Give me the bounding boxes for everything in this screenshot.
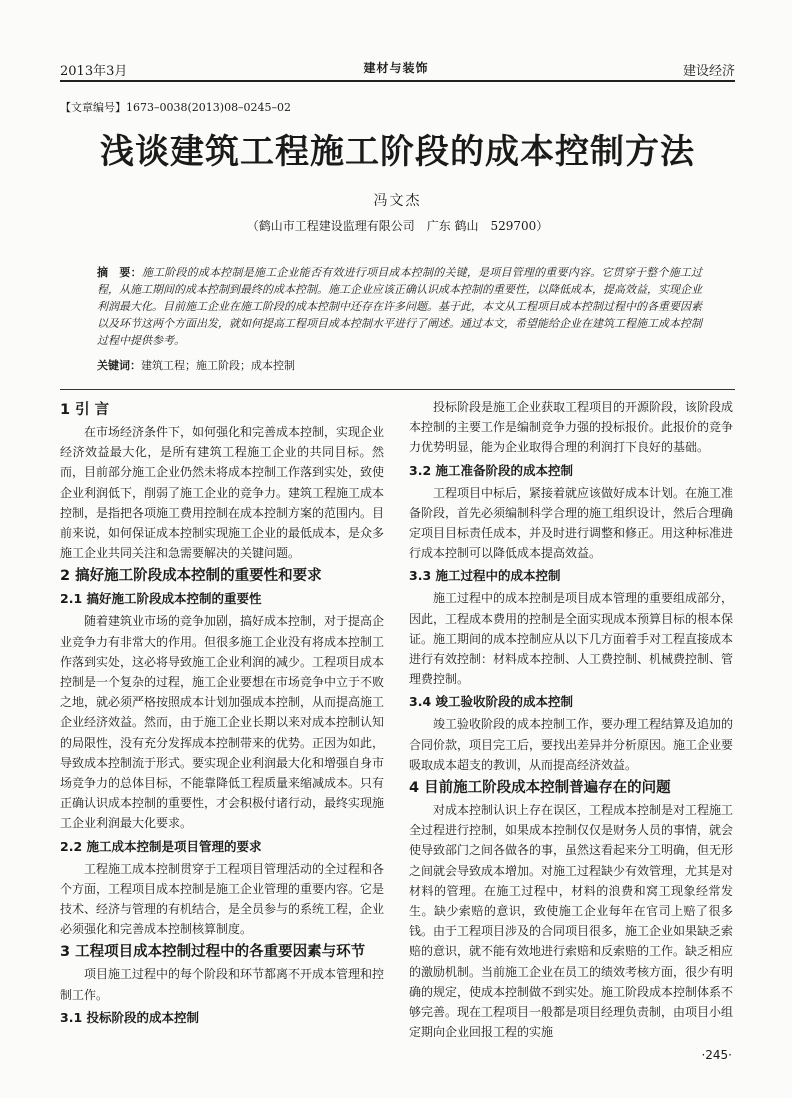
section-3-3-heading: 3.3 施工过程中的成本控制 xyxy=(409,568,561,584)
left-column xyxy=(60,397,384,1030)
abstract-label: 摘 要： xyxy=(97,266,142,279)
header-journal: 建材与装饰 xyxy=(363,61,429,75)
section-2-heading: 2 搞好施工阶段成本控制的重要性和要求 xyxy=(60,568,322,585)
section-1-heading: 1 引 言 xyxy=(60,402,110,418)
right-column xyxy=(409,397,733,1042)
author: 冯文杰 xyxy=(373,193,422,209)
article-number: 【文章编号】1673–0038(2013)08–0245–02 xyxy=(60,101,292,114)
section-3-heading: 3 工程项目成本控制过程中的各重要因素与环节 xyxy=(60,944,366,961)
section-4-paragraph: 对成本控制认识上存在误区，工程成本控制是对工程施工全过程进行控制，如果成本控制仅仅是财务人员的事情，就会使导致部门之间各做各的事，虽然这看起来分工明确，但无形之间就会导致成本增加。对施工过程缺少有效管理，尤其是对材料的管理。在施工过程中，材料的浪费和窝工现象经常发生。缺少索赔的意识，致使施工企业每年在官司上赔了很多钱。由于工程项目涉及的合同项目很多，施工企业如果缺乏索赔的意识，就不能有效地进行索赔和反索赔的工作。缺乏相应的激励机制。当前施工企业在员工的绩效考核方面，很少有明确的规定，使成本控制做不到实处。施工阶段成本控制体系不够完善。现在工程项目一般都是项目经理负责制，由项目小组定期向企业回报工程的实施 xyxy=(409,803,734,1040)
section-1-paragraph: 在市场经济条件下，如何强化和完善成本控制，实现企业经济效益最大化，是所有建筑工程施工企业的共同目标。然而，目前部分施工企业仍然未将成本控制工作落到实处，致使企业利润低下，削弱了施工企业的竞争力。建筑工程施工成本控制，是指把各项施工费用控制在成本控制方案的范围内。目前来说，如何保证成本控制实现施工企业的最低成本，是众多施工企业共同关注和急需要解决的关键问题。 xyxy=(60,425,385,561)
section-3-2-paragraph: 工程项目中标后，紧接着就应该做好成本计划。在施工准备阶段，首先必须编制科学合理的施工组织设计，然后合理确定项目目标责任成本，并及时进行调整和修正。用这种标准进行成本控制可以降低成本提高效益。 xyxy=(409,485,734,561)
section-3-1-heading: 3.1 投标阶段的成本控制 xyxy=(60,1009,199,1025)
divider-rule xyxy=(60,389,735,390)
section-3-4-paragraph: 竣工验收阶段的成本控制工作，要办理工程结算及追加的合同价款，项目完工后，要找出差异并分析原因。施工企业要吸取成本超支的教训，从而提高经济效益。 xyxy=(409,717,734,772)
section-3-paragraph: 项目施工过程中的每个阶段和环节都离不开成本管理和控制工作。 xyxy=(60,967,385,1002)
section-2-1-heading: 2.1 搞好施工阶段成本控制的重要性 xyxy=(60,591,262,607)
section-2-2-heading: 2.2 施工成本控制是项目管理的要求 xyxy=(60,838,262,854)
paper-title: 浅谈建筑工程施工阶段的成本控制方法 xyxy=(100,132,695,172)
section-3-3-paragraph: 施工过程中的成本控制是项目成本管理的重要组成部分，因此，工程成本费用的控制是全面实现成本预算目标的根本保证。施工期间的成本控制应从以下几方面着手对工程直接成本进行有效控制：材料成本控制、人工费控制、机械费控制、管理费控制。 xyxy=(409,591,734,687)
keywords-label: 关键词： xyxy=(97,359,141,372)
running-header xyxy=(60,58,735,82)
keywords xyxy=(97,357,702,373)
abstract xyxy=(97,264,702,349)
page-number: ·245· xyxy=(701,1048,732,1062)
section-4-heading: 4 目前施工阶段成本控制普遍存在的问题 xyxy=(409,780,671,797)
section-2-2-paragraph: 工程施工成本控制贯穿于工程项目管理活动的全过程和各个方面，工程项目成本控制是施工企业管理的重要内容。它是技术、经济与管理的有机结合，是全员参与的系统工程，企业必须强化和完善成本控制核算制度。 xyxy=(60,861,385,937)
section-3-1-paragraph: 投标阶段是施工企业获取工程项目的开源阶段，该阶段成本控制的主要工作是编制竞争力强的投标报价。此报价的竞争力优势明显，能为企业取得合理的利润打下良好的基础。 xyxy=(409,400,734,455)
keywords-text: 建筑工程；施工阶段；成本控制 xyxy=(141,359,295,372)
section-3-4-heading: 3.4 竣工验收阶段的成本控制 xyxy=(409,694,573,710)
abstract-text: 施工阶段的成本控制是施工企业能否有效进行项目成本控制的关键，是项目管理的重要内容。它贯穿于整个施工过程，从施工期间的成本控制到最终的成本控制。施工企业应该正确认识成本控制的重要性，以降低成本，提高效益，实现企业利润最大化。目前施工企业在施工阶段的成本控制中还存在许多问题。基于此，本文从工程项目成本控制过程中的各重要因素以及环节这两个方面出发，就如何提高工程项目成本控制水平进行了阐述。通过本文，希望能给企业在建筑工程施工成本控制过程中提供参考。 xyxy=(97,266,703,347)
section-2-1-paragraph: 随着建筑业市场的竞争加剧，搞好成本控制，对于提高企业竞争力有非常大的作用。但很多施工企业没有将成本控制工作落到实处，这必将导致施工企业利润的减少。工程项目成本控制是一个复杂的过程，施工企业要想在市场竞争中立于不败之地，就必须严格按照成本计划加强成本控制，从而提高施工企业经济效益。然而，由于施工企业长期以来对成本控制认知的局限性，没有充分发挥成本控制带来的优势。正因为如此，导致成本控制流于形式。要实现企业利润最大化和增强自身市场竞争力的总体目标，不能靠降低工程质量来缩减成本。只有正确认识成本控制的重要性，才会积极付诸行动，最终实现施工企业利润最大化要求。 xyxy=(60,614,385,831)
section-3-2-heading: 3.2 施工准备阶段的成本控制 xyxy=(409,462,573,478)
affiliation: （鹤山市工程建设监理有限公司 广东 鹤山 529700） xyxy=(246,219,549,233)
header-section: 建设经济 xyxy=(682,64,735,79)
header-date: 2013年3月 xyxy=(60,64,128,79)
